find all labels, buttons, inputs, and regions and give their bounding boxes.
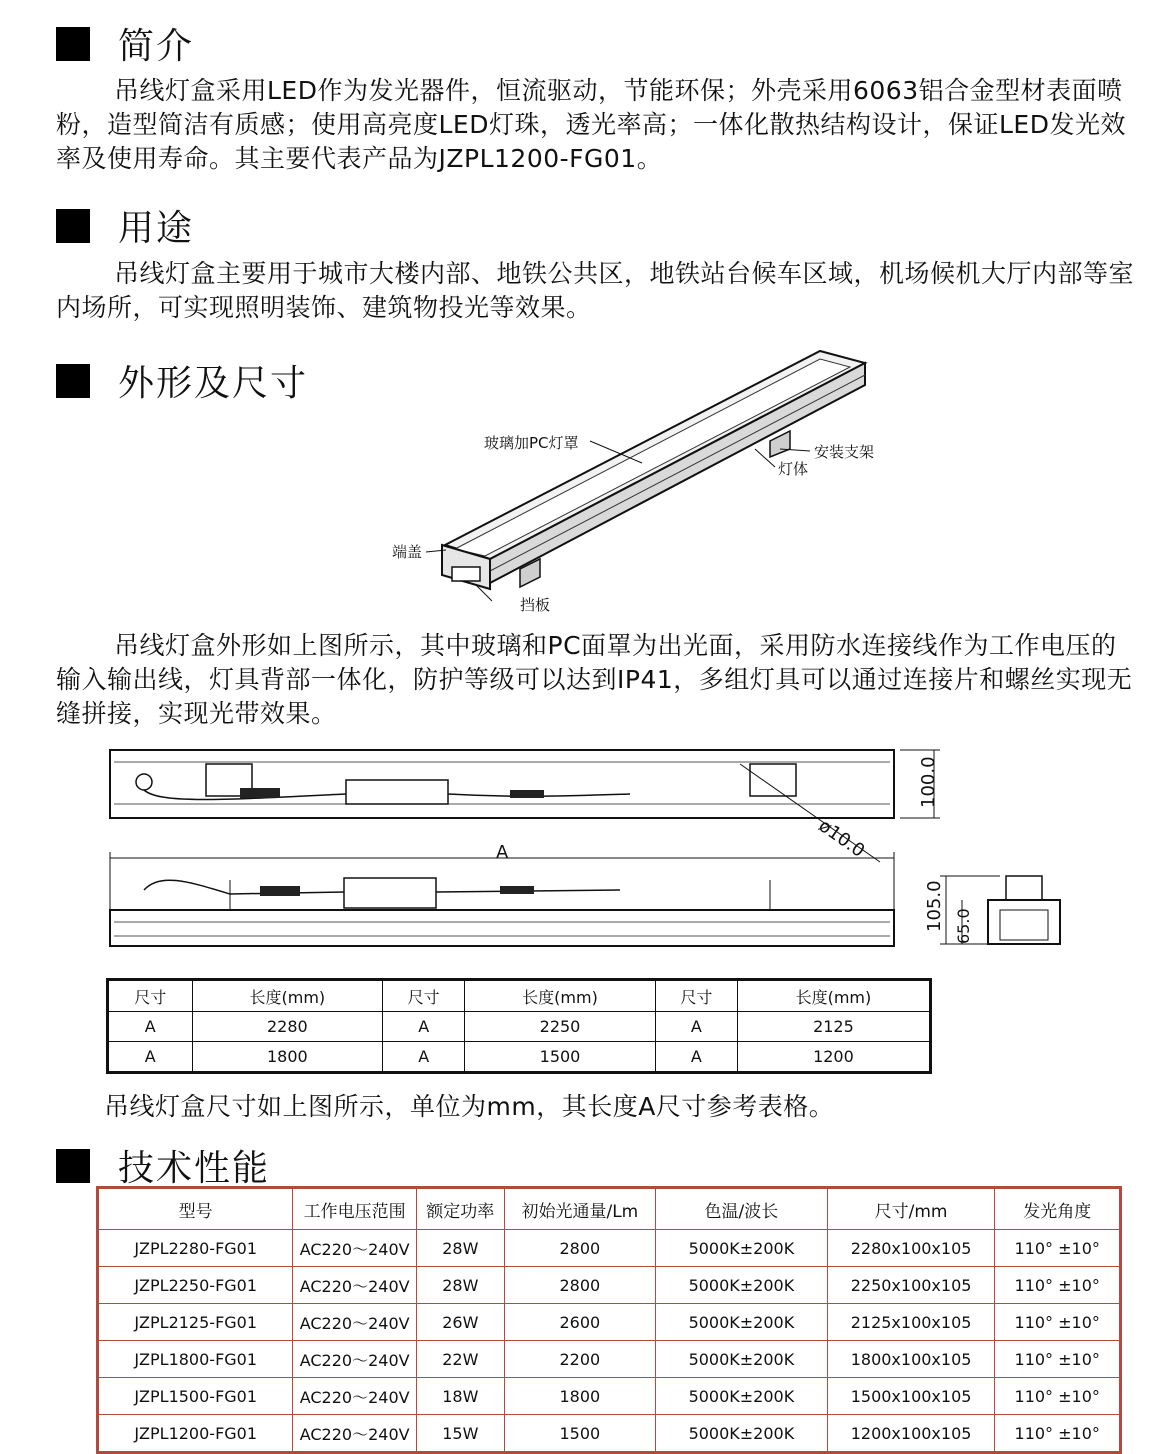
section-title-tech: 技术性能 [118, 1148, 271, 1189]
table-cell: JZPL1500-FG01 [98, 1378, 293, 1415]
table-cell: A [383, 1012, 465, 1042]
table-row [98, 1230, 1121, 1267]
shape-paragraph: 吊线灯盒外形如上图所示，其中玻璃和PC面罩为出光面，采用防水连接线作为工作电压的输入输出线，灯具背部一体化，防护等级可以达到IP41，多组灯具可以通过连接片和螺丝实现无缝拼接，实现光带效果。 [56, 631, 1133, 728]
table-cell: 110° ±10° [995, 1415, 1121, 1453]
table-header-cell: 尺寸 [383, 980, 465, 1012]
table-cell: A [108, 1012, 193, 1042]
dim-length-label: A [496, 842, 509, 863]
callout-endcap: 端盖 [392, 543, 423, 561]
table-header-cell: 额定功率 [416, 1188, 504, 1230]
usage-paragraph: 吊线灯盒主要用于城市大楼内部、地铁公共区，地铁站台候车区域，机场候机大厅内部等室内场所，可实现照明装饰、建筑物投光等效果。 [56, 259, 1135, 322]
dim-height-label: 100.0 [918, 756, 939, 808]
table-cell: 5000K±200K [656, 1341, 828, 1378]
table-header-cell: 尺寸 [108, 980, 193, 1012]
table-cell: JZPL2250-FG01 [98, 1267, 293, 1304]
callout-cover: 玻璃加PC灯罩 [484, 434, 579, 452]
bullet-square-icon [56, 1149, 90, 1183]
product-illustration [380, 345, 920, 620]
table-cell: 2125 [737, 1012, 930, 1042]
table-cell: 2250 [465, 1012, 656, 1042]
table-cell: 15W [416, 1415, 504, 1453]
table-cell: 2280 [192, 1012, 383, 1042]
table-header-row [98, 1188, 1121, 1230]
table-cell: 110° ±10° [995, 1341, 1121, 1378]
table-cell: 2280x100x105 [827, 1230, 995, 1267]
section-header-tech [56, 1140, 270, 1191]
table-row [98, 1415, 1121, 1453]
table-cell: JZPL1800-FG01 [98, 1341, 293, 1378]
table-cell: JZPL1200-FG01 [98, 1415, 293, 1453]
table-cell: 110° ±10° [995, 1304, 1121, 1341]
table-cell: 5000K±200K [656, 1267, 828, 1304]
table-header-cell: 长度(mm) [192, 980, 383, 1012]
table-header-cell: 型号 [98, 1188, 293, 1230]
table-cell: 5000K±200K [656, 1230, 828, 1267]
table-cell: 110° ±10° [995, 1267, 1121, 1304]
table-cell: 2800 [504, 1267, 655, 1304]
table-cell: 110° ±10° [995, 1378, 1121, 1415]
table-cell: 2800 [504, 1230, 655, 1267]
table-cell: 2200 [504, 1341, 655, 1378]
table-row [98, 1304, 1121, 1341]
section-title-shape: 外形及尺寸 [118, 363, 309, 404]
table-cell: 1800 [504, 1378, 655, 1415]
table-cell: 5000K±200K [656, 1378, 828, 1415]
table-header-cell: 色温/波长 [656, 1188, 828, 1230]
callout-body: 灯体 [778, 460, 809, 478]
table-cell: 28W [416, 1267, 504, 1304]
table-cell: 2600 [504, 1304, 655, 1341]
table-cell: 2125x100x105 [827, 1304, 995, 1341]
bullet-square-icon [56, 27, 90, 61]
table-cell: 5000K±200K [656, 1415, 828, 1453]
section-header-shape [56, 355, 308, 406]
intro-paragraph: 吊线灯盒采用LED作为发光器件，恒流驱动，节能环保；外壳采用6063铝合金型材表面喷粉，造型简洁有质感；使用高亮度LED灯珠，透光率高；一体化散热结构设计，保证LED发光效率及使用寿命。其主要代表产品为JZPL1200-FG01。 [56, 76, 1126, 173]
callout-bracket: 安装支架 [814, 443, 875, 461]
table-cell: 1500 [504, 1415, 655, 1453]
dim-side-inner-label: 65.0 [954, 908, 973, 944]
dim-side-height-label: 105.0 [924, 880, 945, 932]
table-row [108, 1042, 931, 1073]
table-cell: 1500x100x105 [827, 1378, 995, 1415]
section-header-intro [56, 18, 194, 69]
table-cell: AC220～240V [293, 1415, 417, 1453]
section-header-usage [56, 200, 194, 251]
table-cell: 18W [416, 1378, 504, 1415]
table-cell: A [108, 1042, 193, 1073]
table-cell: A [655, 1042, 737, 1073]
size-table [106, 978, 932, 1074]
table-cell: A [383, 1042, 465, 1073]
dim-diameter-label: ø10.0 [814, 815, 869, 862]
table-cell: 1200 [737, 1042, 930, 1073]
bullet-square-icon [56, 364, 90, 398]
table-header-cell: 初始光通量/Lm [504, 1188, 655, 1230]
table-cell: 110° ±10° [995, 1230, 1121, 1267]
table-cell: 1500 [465, 1042, 656, 1073]
bullet-square-icon [56, 209, 90, 243]
table-row [108, 1012, 931, 1042]
callout-baffle: 挡板 [520, 596, 551, 614]
table-cell: 22W [416, 1341, 504, 1378]
table-cell: JZPL2125-FG01 [98, 1304, 293, 1341]
table-header-cell: 发光角度 [995, 1188, 1121, 1230]
size-note: 吊线灯盒尺寸如上图所示，单位为mm，其长度A尺寸参考表格。 [104, 1092, 835, 1121]
table-cell: AC220～240V [293, 1378, 417, 1415]
table-cell: 1200x100x105 [827, 1415, 995, 1453]
table-cell: 2250x100x105 [827, 1267, 995, 1304]
table-cell: A [655, 1012, 737, 1042]
table-cell: 28W [416, 1230, 504, 1267]
table-cell: 26W [416, 1304, 504, 1341]
table-header-cell: 长度(mm) [737, 980, 930, 1012]
table-cell: 1800x100x105 [827, 1341, 995, 1378]
table-header-row [108, 980, 931, 1012]
table-row [98, 1267, 1121, 1304]
table-cell: AC220～240V [293, 1267, 417, 1304]
table-row [98, 1341, 1121, 1378]
table-header-cell: 尺寸/mm [827, 1188, 995, 1230]
table-cell: 1800 [192, 1042, 383, 1073]
tech-spec-table [96, 1186, 1122, 1454]
section-title-usage: 用途 [118, 208, 195, 249]
table-header-cell: 长度(mm) [465, 980, 656, 1012]
table-cell: AC220～240V [293, 1304, 417, 1341]
table-cell: JZPL2280-FG01 [98, 1230, 293, 1267]
table-cell: AC220～240V [293, 1230, 417, 1267]
table-header-cell: 尺寸 [655, 980, 737, 1012]
table-row [98, 1378, 1121, 1415]
section-title-intro: 简介 [118, 26, 195, 67]
table-cell: 5000K±200K [656, 1304, 828, 1341]
table-cell: AC220～240V [293, 1341, 417, 1378]
table-header-cell: 工作电压范围 [293, 1188, 417, 1230]
